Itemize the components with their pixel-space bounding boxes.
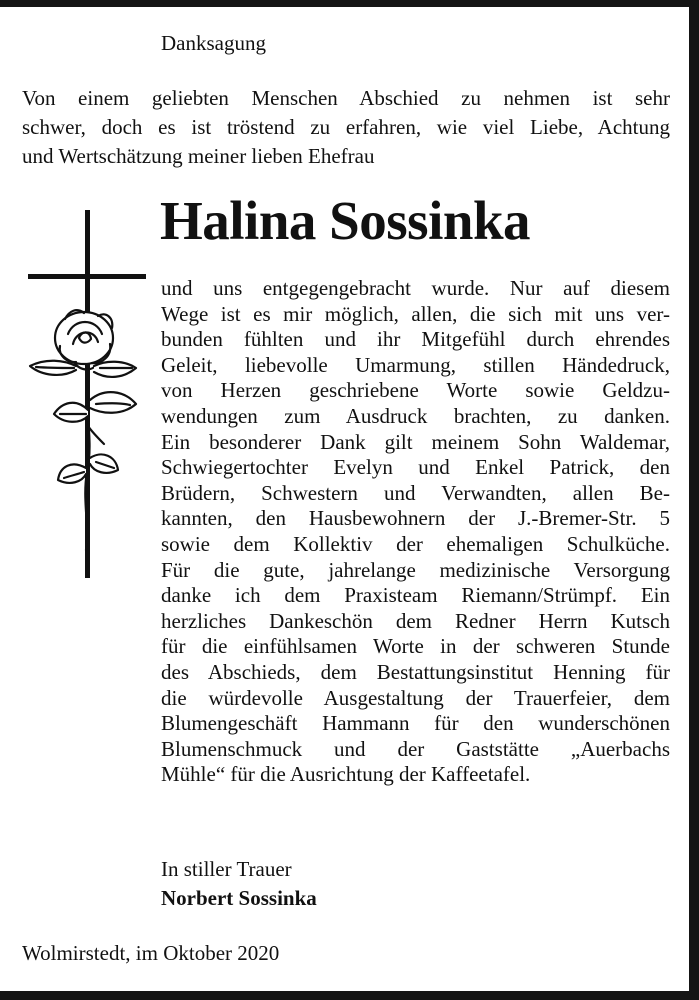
intro-line: und Wertschätzung meiner lieben Ehefrau	[22, 144, 375, 168]
body-line: wendungen zum Ausdruck brachten, zu danken.	[161, 403, 670, 428]
signer-name: Norbert Sossinka	[161, 886, 317, 910]
body-line: herzliches Dankeschön dem Redner Herrn Kutsch	[161, 608, 670, 633]
deceased-name: Halina Sossinka	[160, 190, 531, 251]
body-line: für die einfühlsamen Worte in der schweren Stunde	[161, 634, 670, 659]
body-line: Blumenschmuck und der Gaststätte „Auerbachs	[161, 736, 670, 761]
body-line: sowie dem Kollektiv der ehemaligen Schulküche.	[161, 531, 670, 556]
body-line: Mühle“ für die Ausrichtung der Kaffeetafel.	[161, 762, 531, 787]
intro-line: Von einem geliebten Menschen Abschied zu nehmen ist sehr	[22, 86, 670, 110]
body-line: von Herzen geschriebene Worte sowie Geldzu-	[161, 378, 670, 403]
heading: Danksagung	[161, 31, 266, 55]
intro-paragraph	[22, 84, 670, 171]
body-line: die würdevolle Ausgestaltung der Trauerfeier, dem	[161, 685, 670, 710]
intro-line: schwer, doch es ist tröstend zu erfahren, wie viel Liebe, Achtung	[22, 115, 670, 139]
body-line: Brüdern, Schwestern und Verwandten, allen Be-	[161, 480, 670, 505]
closing-block	[161, 855, 317, 913]
closing-phrase: In stiller Trauer	[161, 857, 292, 881]
body-line: Ein besonderer Dank gilt meinem Sohn Waldemar,	[161, 429, 670, 454]
body-line: Wege ist es mir möglich, allen, die sich mit uns ver-	[161, 301, 670, 326]
body-line: des Abschieds, dem Bestattungsinstitut Henning für	[161, 659, 670, 684]
body-line: Für die gute, jahrelange medizinische Versorgung	[161, 557, 670, 582]
body-line: danke ich dem Praxisteam Riemann/Strümpf. Ein	[161, 583, 670, 608]
body-line: kannten, den Hausbewohnern der J.-Bremer-Str. 5	[161, 506, 670, 531]
body-line: Geleit, liebevolle Umarmung, stillen Händedruck,	[161, 352, 670, 377]
rose-icon	[30, 310, 136, 550]
place-and-date: Wolmirstedt, im Oktober 2020	[22, 941, 280, 965]
body-line: und uns entgegengebracht wurde. Nur auf diesem	[161, 276, 670, 300]
body-line: bunden fühlten und ihr Mitgefühl durch ehrendes	[161, 327, 670, 352]
body-line: Schwiegertochter Evelyn und Enkel Patrick, den	[161, 455, 670, 480]
cross-with-rose-icon	[24, 210, 146, 582]
body-line: Blumengeschäft Hammann für den wunderschönen	[161, 711, 670, 736]
body-paragraph	[161, 276, 670, 788]
